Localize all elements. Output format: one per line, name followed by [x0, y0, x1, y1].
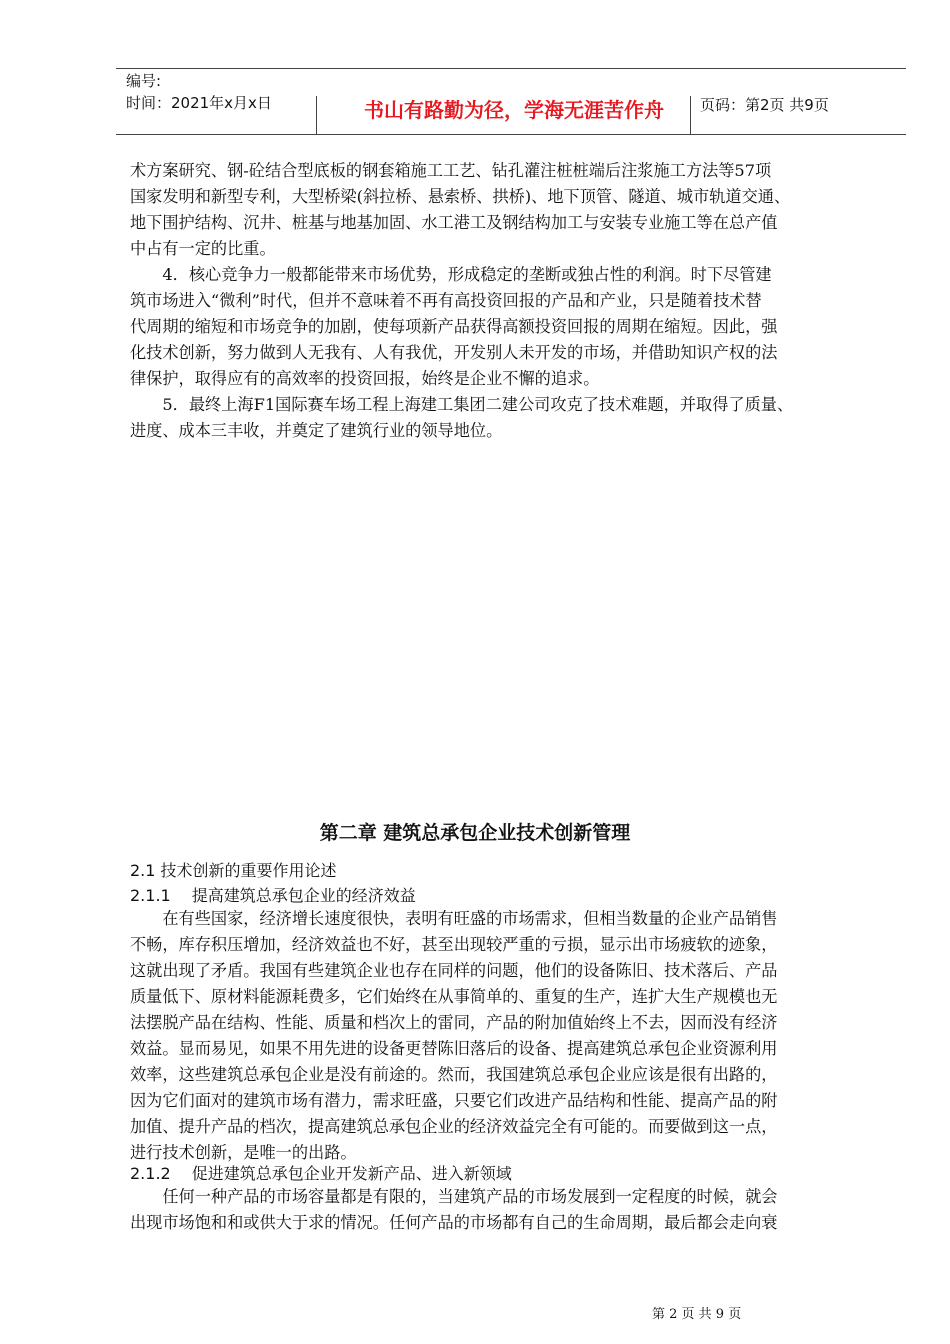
- text-line: 任何一种产品的市场容量都是有限的，当建筑产品的市场发展到一定程度的时候，就会: [130, 1187, 778, 1206]
- text-line: 律保护，取得应有的高效率的投资回报，始终是企业不懈的追求。: [130, 369, 600, 388]
- text-line: 出现市场饱和和或供大于求的情况。任何产品的市场都有自己的生命周期，最后都会走向衰: [130, 1213, 778, 1232]
- text-line: 加值、提升产品的档次，提高建筑总承包企业的经济效益完全有可能的。而要做到这一点，: [130, 1117, 778, 1136]
- text-line: 不畅，库存积压增加，经济效益也不好，甚至出现较严重的亏损，显示出市场疲软的迹象，: [130, 935, 778, 954]
- section-heading-2-1-1: 2.1.1 提高建筑总承包企业的经济效益: [130, 886, 416, 905]
- text-line: 效率，这些建筑总承包企业是没有前途的。然而，我国建筑总承包企业应该是很有出路的，: [130, 1065, 778, 1084]
- header-divider-left: [316, 96, 317, 134]
- header-motto: 书山有路勤为径，学海无涯苦作舟: [364, 98, 664, 122]
- text-line: 地下围护结构、沉井、桩基与地基加固、水工港工及钢结构加工与安装专业施工等在总产值: [130, 213, 778, 232]
- text-line: 筑市场进入“微利”时代，但并不意味着不再有高投资回报的产品和产业，只是随着技术替: [130, 291, 762, 310]
- text-line: 化技术创新，努力做到人无我有、人有我优，开发别人未开发的市场，并借助知识产权的法: [130, 343, 778, 362]
- text-line: 在有些国家，经济增长速度很快，表明有旺盛的市场需求，但相当数量的企业产品销售: [130, 909, 778, 928]
- item-4-paragraph: [130, 262, 910, 392]
- text-line: 法摆脱产品在结构、性能、质量和档次上的雷同，产品的附加值始终上不去，因而没有经济: [130, 1013, 778, 1032]
- item-5-paragraph: [130, 392, 910, 444]
- text-line: 这就出现了矛盾。我国有些建筑企业也存在同样的问题，他们的设备陈旧、技术落后、产品: [130, 961, 778, 980]
- text-line: 效益。显而易见，如果不用先进的设备更替陈旧落后的设备、提高建筑总承包企业资源利用: [130, 1039, 778, 1058]
- text-line: 中占有一定的比重。: [130, 239, 276, 258]
- text-line: 进行技术创新，是唯一的出路。: [130, 1143, 357, 1162]
- text-line: 5．最终上海F1国际赛车场工程上海建工集团二建公司攻克了技术难题，并取得了质量、: [130, 395, 794, 414]
- text-line: 进度、成本三丰收，并奠定了建筑行业的领导地位。: [130, 421, 503, 440]
- text-line: 术方案研究、钢-砼结合型底板的钢套箱施工工艺、钻孔灌注桩桩端后注浆施工方法等57项: [130, 161, 772, 180]
- text-line: 国家发明和新型专利，大型桥梁(斜拉桥、悬索桥、拱桥)、地下顶管、隧道、城市轨道交通、: [130, 187, 791, 206]
- page-header: [116, 68, 906, 134]
- section-heading-2-1: 2.1 技术创新的重要作用论述: [130, 861, 337, 880]
- text-line: 4．核心竞争力一般都能带来市场优势，形成稳定的垄断或独占性的利润。时下尽管建: [130, 265, 772, 284]
- section-2-1-1-paragraph: [130, 906, 910, 1166]
- header-bottom-rule: [116, 134, 906, 135]
- chapter-title: 第二章 建筑总承包企业技术创新管理: [319, 822, 631, 844]
- intro-paragraph: [130, 158, 910, 262]
- date-label: 时间：2021年x月x日: [126, 94, 272, 112]
- section-heading-2-1-2: 2.1.2 促进建筑总承包企业开发新产品、进入新领域: [130, 1164, 512, 1183]
- section-2-1-2-paragraph: [130, 1184, 910, 1236]
- text-line: 代周期的缩短和市场竞争的加剧，使每项新产品获得高额投资回报的周期在缩短。因此，强: [130, 317, 778, 336]
- text-line: 质量低下、原材料能源耗费多，它们始终在从事简单的、重复的生产，连扩大生产规模也无: [130, 987, 778, 1006]
- text-line: 因为它们面对的建筑市场有潜力，需求旺盛，只要它们改进产品结构和性能、提高产品的附: [130, 1091, 778, 1110]
- header-page-label: 页码：第2页 共9页: [700, 96, 829, 114]
- header-top-rule: [116, 68, 906, 69]
- header-divider-right: [690, 96, 691, 134]
- document-number-label: 编号:: [126, 72, 162, 90]
- page-footer: 第 2 页 共 9 页: [652, 1307, 742, 1322]
